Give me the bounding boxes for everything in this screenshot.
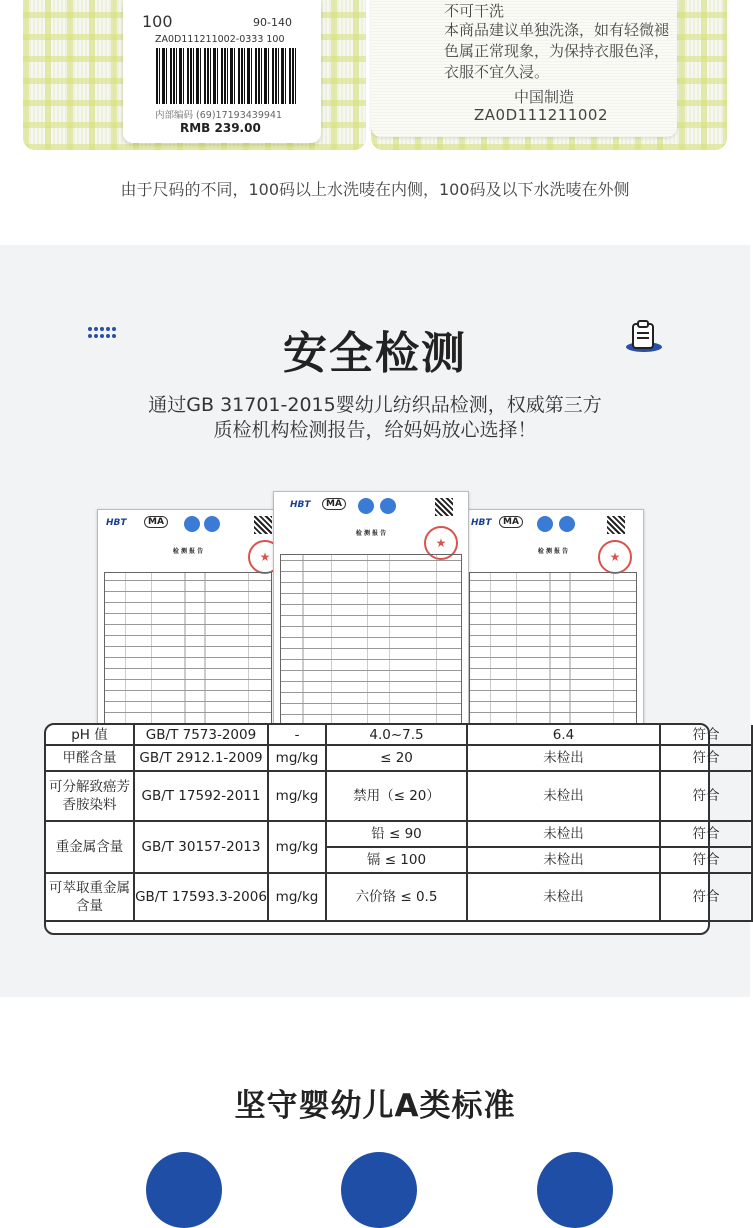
seal-stamp-icon: ★ [598,540,632,574]
test-item: 重金属含量 [46,821,134,873]
test-report-left [97,509,279,726]
seal-stamp-icon: ★ [248,540,282,574]
ilac-badge-icon [184,516,200,532]
test-unit: mg/kg [268,873,326,921]
test-result: 未检出 [467,873,660,921]
test-verdict: 符合 [660,821,752,847]
test-unit: mg/kg [268,821,326,873]
standard-icon-1 [146,1152,222,1228]
photo-caption: 由于尺码的不同，100码以上水洗唛在内侧，100码及以下水洗唛在外侧 [120,180,630,199]
test-verdict: 符合 [660,725,752,745]
test-result: 未检出 [467,745,660,771]
qr-code-icon [435,498,453,516]
tag-size-range: 90-140 [253,16,292,29]
test-unit: - [268,725,326,745]
test-verdict: 符合 [660,847,752,873]
standard-section-title: 坚守婴幼儿A类标准 [234,1088,516,1124]
qr-code-icon [254,516,272,534]
test-item: 可萃取重金属含量 [46,873,134,921]
care-label-photo [371,0,727,150]
clipboard-icon [624,320,664,354]
table-row [46,725,752,745]
test-standard: GB/T 30157-2013 [134,821,268,873]
report-title: 检 测 报 告 [537,548,569,555]
test-requirement: 禁用（≤ 20） [326,771,467,821]
test-standard: GB/T 17592-2011 [134,771,268,821]
tag-inner-code: 内部编码 (69)17193439941 [155,110,283,121]
test-standard: GB/T 2912.1-2009 [134,745,268,771]
seal-stamp-icon: ★ [424,526,458,560]
care-label-line1: 不可干洗 [444,2,505,20]
test-unit: mg/kg [268,745,326,771]
cnas-badge-icon [559,516,575,532]
test-result: 6.4 [467,725,660,745]
section-intro [0,393,750,443]
report-header [104,516,272,546]
test-report-center [273,491,469,728]
test-verdict: 符合 [660,745,752,771]
tag-price: RMB 239.00 [180,121,261,135]
test-item: 甲醛含量 [46,745,134,771]
test-item: pH 值 [46,725,134,745]
ilac-badge-icon [358,498,374,514]
test-requirement: 六价铬 ≤ 0.5 [326,873,467,921]
safety-test-section [0,245,750,997]
table-row [46,873,752,921]
report-table [469,572,637,725]
report-logo: HBT [106,518,127,528]
table-row [46,821,752,847]
report-ma-mark: MA [144,516,168,528]
hang-tag [123,0,321,143]
test-verdict: 符合 [660,771,752,821]
barcode-icon [156,48,296,104]
test-result: 未检出 [467,847,660,873]
standard-icon-3 [537,1152,613,1228]
test-requirement: 4.0~7.5 [326,725,467,745]
report-title: 检 测 报 告 [355,530,387,537]
care-label-line2: 本商品建议单独洗涤，如有轻微褪色属正常现象，为保持衣服色泽，衣服不宜久浸。 [444,21,670,81]
table-row [46,771,752,821]
report-header [280,498,462,528]
standard-icon-2 [341,1152,417,1228]
section-title: 安全检测 [283,328,467,379]
tag-product-code: ZA0D111211002-0333 100 [155,34,285,45]
cnas-badge-icon [204,516,220,532]
report-ma-mark: MA [322,498,346,510]
qr-code-icon [607,516,625,534]
report-table [280,554,462,727]
test-result: 未检出 [467,771,660,821]
test-result: 未检出 [467,821,660,847]
test-standard: GB/T 17593.3-2006 [134,873,268,921]
test-item: 可分解致癌芳香胺染料 [46,771,134,821]
care-label-code: ZA0D111211002 [474,106,609,124]
test-unit: mg/kg [268,771,326,821]
report-table [104,572,272,725]
cnas-badge-icon [380,498,396,514]
test-result-table [44,723,720,935]
report-ma-mark: MA [499,516,523,528]
care-label-origin: 中国制造 [514,88,575,106]
intro-line-1: 通过GB 31701-2015婴幼儿纺织品检测，权威第三方 [148,394,602,416]
care-label [371,0,677,137]
report-title: 检 测 报 告 [172,548,204,555]
intro-line-2: 质检机构检测报告，给妈妈放心选择！ [213,419,537,441]
test-requirement: 镉 ≤ 100 [326,847,467,873]
ilac-badge-icon [537,516,553,532]
test-requirement: 铅 ≤ 90 [326,821,467,847]
test-report-right [462,509,644,726]
test-requirement: ≤ 20 [326,745,467,771]
hang-tag-photo [23,0,366,150]
table-row [46,745,752,771]
product-photos-section [0,0,750,245]
tag-size: 100 [142,12,173,31]
report-logo: HBT [471,518,492,528]
test-standard: GB/T 7573-2009 [134,725,268,745]
test-verdict: 符合 [660,873,752,921]
report-logo: HBT [290,500,311,510]
